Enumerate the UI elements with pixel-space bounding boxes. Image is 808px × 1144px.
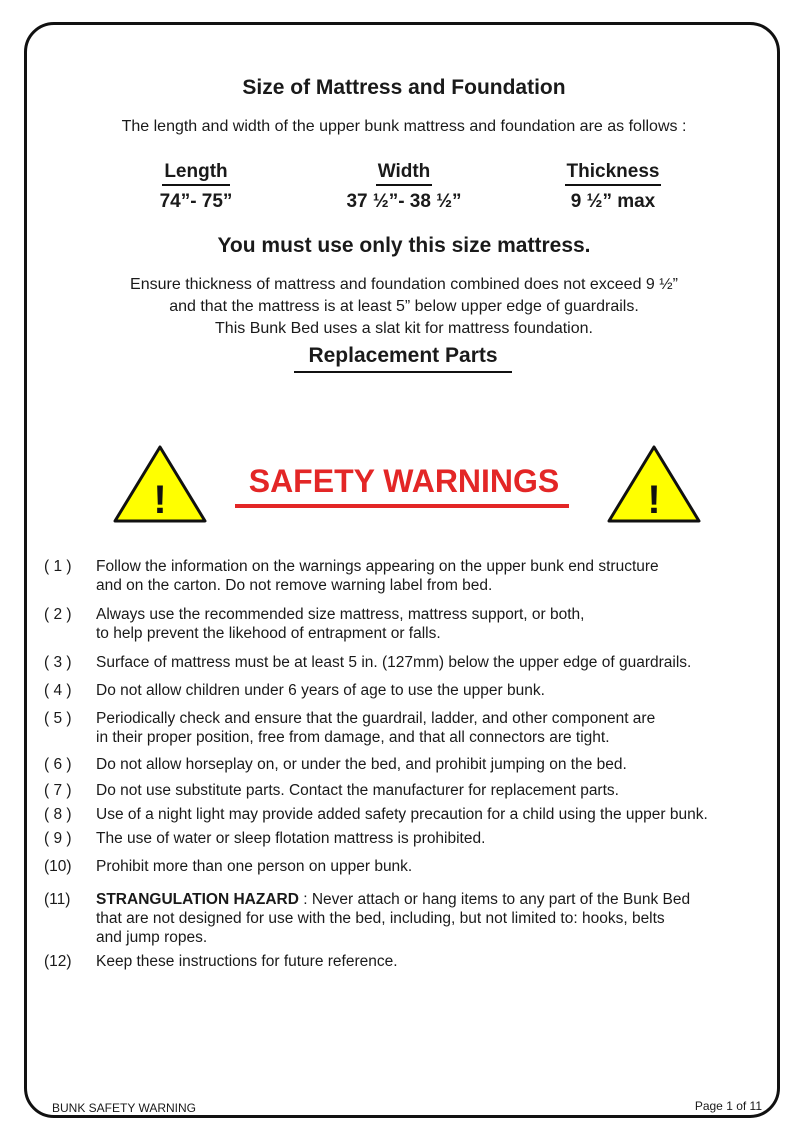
dimension-width bbox=[322, 161, 486, 213]
warning-text: Prohibit more than one person on upper bunk. bbox=[96, 858, 413, 875]
warning-number: ( 5 ) bbox=[44, 710, 72, 727]
dimension-length bbox=[148, 161, 244, 213]
warning-text: The use of water or sleep flotation mattress is prohibited. bbox=[96, 830, 486, 847]
warning-triangle-icon bbox=[112, 444, 208, 524]
ensure-text bbox=[0, 274, 808, 340]
replacement-parts-heading: Replacement Parts bbox=[294, 343, 512, 373]
warning-number: ( 6 ) bbox=[44, 756, 72, 773]
ensure-line: and that the mattress is at least 5” below upper edge of guardrails. bbox=[169, 298, 639, 315]
safety-title-underline bbox=[235, 504, 569, 508]
mattress-size-notice: You must use only this size mattress. bbox=[217, 234, 591, 257]
warning-text: : Never attach or hang items to any part of the Bunk Bed bbox=[298, 891, 691, 908]
warning-number: (10) bbox=[44, 858, 72, 875]
strangulation-hazard-label: STRANGULATION HAZARD bbox=[96, 891, 299, 908]
warning-number: ( 3 ) bbox=[44, 654, 72, 671]
dimension-value: 9 ½” max bbox=[570, 191, 656, 212]
warning-text: and jump ropes. bbox=[96, 929, 208, 946]
ensure-line: This Bunk Bed uses a slat kit for mattress foundation. bbox=[215, 320, 593, 337]
dimension-value: 37 ½”- 38 ½” bbox=[346, 191, 462, 212]
warning-number: (11) bbox=[44, 891, 71, 908]
warning-number: ( 1 ) bbox=[44, 558, 72, 575]
page-number: Page 1 of 11 bbox=[694, 1099, 762, 1113]
safety-warnings-title: SAFETY WARNINGS bbox=[248, 463, 560, 499]
warning-text: Surface of mattress must be at least 5 in. (127mm) below the upper edge of guardrails. bbox=[96, 654, 692, 671]
warning-text: in their proper position, free from damage, and that all connectors are tight. bbox=[96, 729, 610, 746]
svg-text:!: ! bbox=[153, 478, 167, 522]
footer-title: BUNK SAFETY WARNING bbox=[52, 1101, 197, 1115]
warning-text: Use of a night light may provide added safety precaution for a child using the upper bunk. bbox=[96, 806, 708, 823]
warning-triangle-icon bbox=[606, 444, 702, 524]
warning-number: ( 2 ) bbox=[44, 606, 72, 623]
warning-text: that are not designed for use with the bed, including, but not limited to: hooks, belts bbox=[96, 910, 665, 927]
warning-text: to help prevent the likehood of entrapment or falls. bbox=[96, 625, 441, 642]
dimension-value: 74”- 75” bbox=[159, 191, 233, 212]
page-title: Size of Mattress and Foundation bbox=[242, 76, 566, 99]
warning-text: Do not allow children under 6 years of age to use the upper bunk. bbox=[96, 682, 545, 699]
warning-text: Follow the information on the warnings appearing on the upper bunk end structure bbox=[96, 558, 659, 575]
warning-number: ( 4 ) bbox=[44, 682, 72, 699]
warning-number: ( 9 ) bbox=[44, 830, 72, 847]
dimension-label: Width bbox=[376, 161, 433, 186]
svg-text:!: ! bbox=[647, 478, 661, 522]
ensure-line: Ensure thickness of mattress and foundation combined does not exceed 9 ½” bbox=[130, 276, 678, 293]
warning-text: Always use the recommended size mattress, mattress support, or both, bbox=[96, 606, 585, 623]
warning-text: and on the carton. Do not remove warning label from bed. bbox=[96, 577, 493, 594]
dimension-label: Length bbox=[162, 161, 229, 186]
dimension-label: Thickness bbox=[565, 161, 662, 186]
dimension-thickness bbox=[550, 161, 676, 213]
intro-text: The length and width of the upper bunk mattress and foundation are as follows : bbox=[121, 118, 687, 135]
warning-text: Do not allow horseplay on, or under the bed, and prohibit jumping on the bed. bbox=[96, 756, 627, 773]
warning-number: ( 8 ) bbox=[44, 806, 72, 823]
warning-text: Periodically check and ensure that the guardrail, ladder, and other component are bbox=[96, 710, 656, 727]
warning-text bbox=[96, 890, 786, 909]
warning-number: (12) bbox=[44, 953, 72, 970]
warning-text: Do not use substitute parts. Contact the manufacturer for replacement parts. bbox=[96, 782, 619, 799]
warning-number: ( 7 ) bbox=[44, 782, 72, 799]
warning-text: Keep these instructions for future reference. bbox=[96, 953, 398, 970]
